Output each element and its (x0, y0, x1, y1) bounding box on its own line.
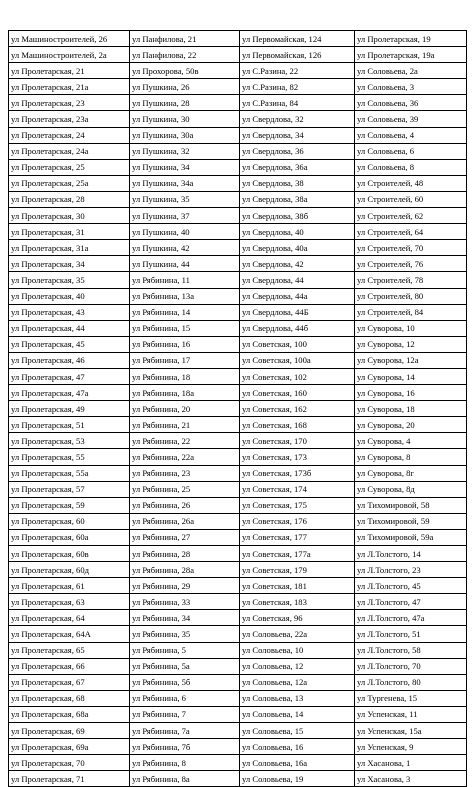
address-cell: ул Советская, 100а (240, 352, 355, 368)
address-cell: ул Л.Толстого, 80 (355, 674, 467, 690)
table-row (9, 159, 467, 175)
address-cell: ул Свердлова, 34 (240, 127, 355, 143)
table-row (9, 224, 467, 240)
address-cell: ул Строителей, 84 (355, 304, 467, 320)
address-cell: ул Советская, 160 (240, 385, 355, 401)
address-cell: ул Пролетарская, 34 (9, 256, 130, 272)
address-cell: ул Рябинина, 17 (130, 352, 240, 368)
table-row (9, 304, 467, 320)
address-cell: ул Советская, 176 (240, 513, 355, 529)
address-table-body (9, 31, 467, 787)
address-cell: ул Пролетарская, 28 (9, 191, 130, 207)
address-cell: ул Пушкина, 26 (130, 79, 240, 95)
table-row (9, 79, 467, 95)
address-cell: ул Рябинина, 15 (130, 320, 240, 336)
address-cell: ул Строителей, 62 (355, 208, 467, 224)
table-row (9, 31, 467, 47)
address-cell: ул Советская, 162 (240, 401, 355, 417)
address-cell: ул Тихомировой, 59а (355, 529, 467, 545)
table-row (9, 240, 467, 256)
address-cell: ул Советская, 177 (240, 529, 355, 545)
address-cell: ул Рябинина, 5б (130, 674, 240, 690)
table-row (9, 208, 467, 224)
address-cell: ул Советская, 179 (240, 562, 355, 578)
table-row (9, 191, 467, 207)
address-cell: ул Пролетарская, 68а (9, 706, 130, 722)
table-row (9, 529, 467, 545)
address-cell: ул Пролетарская, 44 (9, 320, 130, 336)
address-cell: ул Пролетарская, 55а (9, 465, 130, 481)
address-cell: ул Пролетарская, 21 (9, 63, 130, 79)
address-cell: ул Соловьева, 14 (240, 706, 355, 722)
address-cell: ул Свердлова, 36 (240, 143, 355, 159)
address-cell: ул Успенская, 9 (355, 739, 467, 755)
address-cell: ул Рябинина, 22 (130, 433, 240, 449)
address-cell: ул Пролетарская, 60а (9, 529, 130, 545)
address-cell: ул Свердлова, 38б (240, 208, 355, 224)
address-cell: ул Рябинина, 25 (130, 481, 240, 497)
address-cell: ул Соловьева, 12 (240, 658, 355, 674)
address-cell: ул Советская, 174 (240, 481, 355, 497)
address-cell: ул Пролетарская, 19а (355, 47, 467, 63)
table-row (9, 658, 467, 674)
address-cell: ул Пролетарская, 23 (9, 95, 130, 111)
address-cell: ул Соловьева, 22а (240, 626, 355, 642)
address-cell: ул Пушкина, 35 (130, 191, 240, 207)
address-cell: ул Рябинина, 27 (130, 529, 240, 545)
address-cell: ул Советская, 102 (240, 368, 355, 384)
address-cell: ул Панфилова, 22 (130, 47, 240, 63)
table-row (9, 674, 467, 690)
address-cell: ул Соловьева, 10 (240, 642, 355, 658)
table-row (9, 610, 467, 626)
address-cell: ул Машиностроителей, 26 (9, 31, 130, 47)
address-cell: ул Пролетарская, 53 (9, 433, 130, 449)
address-cell: ул Рябинина, 16 (130, 336, 240, 352)
table-row (9, 562, 467, 578)
address-cell: ул Рябинина, 23 (130, 465, 240, 481)
address-cell: ул Пролетарская, 30 (9, 208, 130, 224)
address-cell: ул Свердлова, 38а (240, 191, 355, 207)
address-cell: ул Успенская, 15а (355, 723, 467, 739)
address-cell: ул Строителей, 48 (355, 175, 467, 191)
address-cell: ул Рябинина, 13а (130, 288, 240, 304)
address-cell: ул Пушкина, 34 (130, 159, 240, 175)
address-cell: ул Л.Толстого, 14 (355, 546, 467, 562)
address-cell: ул Рябинина, 11 (130, 272, 240, 288)
address-cell: ул Пролетарская, 24 (9, 127, 130, 143)
table-row (9, 336, 467, 352)
address-cell: ул Соловьева, 16 (240, 739, 355, 755)
address-cell: ул Л.Толстого, 45 (355, 578, 467, 594)
address-cell: ул Пролетарская, 60д (9, 562, 130, 578)
address-sheet (8, 30, 467, 787)
address-cell: ул Рябинина, 18 (130, 368, 240, 384)
table-row (9, 401, 467, 417)
address-cell: ул Свердлова, 36а (240, 159, 355, 175)
address-cell: ул Суворова, 10 (355, 320, 467, 336)
address-cell: ул Рябинина, 5 (130, 642, 240, 658)
address-cell: ул Пролетарская, 59 (9, 497, 130, 513)
address-cell: ул Советская, 168 (240, 417, 355, 433)
address-cell: ул Пролетарская, 19 (355, 31, 467, 47)
address-cell: ул Соловьева, 6 (355, 143, 467, 159)
address-cell: ул С.Разина, 84 (240, 95, 355, 111)
address-cell: ул Соловьева, 15 (240, 723, 355, 739)
address-cell: ул Советская, 170 (240, 433, 355, 449)
address-cell: ул Советская, 181 (240, 578, 355, 594)
address-cell: ул Пролетарская, 47а (9, 385, 130, 401)
address-cell: ул Л.Толстого, 47а (355, 610, 467, 626)
address-cell: ул Соловьева, 36 (355, 95, 467, 111)
table-row (9, 449, 467, 465)
address-table (8, 30, 467, 787)
address-cell: ул Пролетарская, 45 (9, 336, 130, 352)
address-cell: ул Строителей, 60 (355, 191, 467, 207)
address-cell: ул Пролетарская, 31 (9, 224, 130, 240)
address-cell: ул Пролетарская, 63 (9, 594, 130, 610)
address-cell: ул Свердлова, 44Б (240, 304, 355, 320)
address-cell: ул Соловьева, 8 (355, 159, 467, 175)
address-cell: ул Машиностроителей, 2а (9, 47, 130, 63)
address-cell: ул Пролетарская, 31а (9, 240, 130, 256)
address-cell: ул Рябинина, 6 (130, 690, 240, 706)
address-cell: ул Рябинина, 21 (130, 417, 240, 433)
table-row (9, 723, 467, 739)
address-cell: ул Суворова, 8г (355, 465, 467, 481)
address-cell: ул Суворова, 20 (355, 417, 467, 433)
address-cell: ул Пролетарская, 60 (9, 513, 130, 529)
address-cell: ул Пролетарская, 64А (9, 626, 130, 642)
address-cell: ул Строителей, 64 (355, 224, 467, 240)
address-cell: ул Пролетарская, 25а (9, 175, 130, 191)
address-cell: ул Пролетарская, 69а (9, 739, 130, 755)
address-cell: ул Рябинина, 28а (130, 562, 240, 578)
table-row (9, 497, 467, 513)
address-cell: ул Пролетарская, 43 (9, 304, 130, 320)
address-cell: ул Свердлова, 44б (240, 320, 355, 336)
address-cell: ул Пролетарская, 67 (9, 674, 130, 690)
address-cell: ул Рябинина, 5а (130, 658, 240, 674)
address-cell: ул Свердлова, 40 (240, 224, 355, 240)
address-cell: ул Соловьева, 3 (355, 79, 467, 95)
address-cell: ул Хасанова, 1 (355, 755, 467, 771)
table-row (9, 546, 467, 562)
address-cell: ул Пролетарская, 35 (9, 272, 130, 288)
address-cell: ул Пролетарская, 51 (9, 417, 130, 433)
address-cell: ул Пролетарская, 55 (9, 449, 130, 465)
table-row (9, 417, 467, 433)
address-cell: ул Рябинина, 22а (130, 449, 240, 465)
address-cell: ул Суворова, 14 (355, 368, 467, 384)
address-cell: ул Советская, 183 (240, 594, 355, 610)
table-row (9, 690, 467, 706)
table-row (9, 481, 467, 497)
address-cell: ул Панфилова, 21 (130, 31, 240, 47)
table-row (9, 385, 467, 401)
address-cell: ул Свердлова, 44а (240, 288, 355, 304)
address-cell: ул Свердлова, 44 (240, 272, 355, 288)
address-cell: ул Суворова, 18 (355, 401, 467, 417)
address-cell: ул Рябинина, 33 (130, 594, 240, 610)
address-cell: ул Рябинина, 26а (130, 513, 240, 529)
address-cell: ул Пушкина, 40 (130, 224, 240, 240)
address-cell: ул Советская, 173б (240, 465, 355, 481)
address-cell: ул Пролетарская, 60в (9, 546, 130, 562)
address-cell: ул Первомайская, 126 (240, 47, 355, 63)
address-cell: ул Пролетарская, 66 (9, 658, 130, 674)
address-cell: ул Пушкина, 34а (130, 175, 240, 191)
table-row (9, 47, 467, 63)
address-cell: ул Суворова, 8д (355, 481, 467, 497)
table-row (9, 594, 467, 610)
address-cell: ул Свердлова, 42 (240, 256, 355, 272)
address-cell: ул Пролетарская, 24а (9, 143, 130, 159)
table-row (9, 256, 467, 272)
address-cell: ул Хасанова, 3 (355, 771, 467, 787)
address-cell: ул Строителей, 70 (355, 240, 467, 256)
table-row (9, 513, 467, 529)
address-cell: ул Пролетарская, 49 (9, 401, 130, 417)
address-cell: ул Л.Толстого, 70 (355, 658, 467, 674)
table-row (9, 465, 467, 481)
table-row (9, 143, 467, 159)
address-cell: ул Суворова, 12а (355, 352, 467, 368)
address-cell: ул Л.Толстого, 51 (355, 626, 467, 642)
address-cell: ул Пролетарская, 71 (9, 771, 130, 787)
address-cell: ул Тихомировой, 58 (355, 497, 467, 513)
table-row (9, 63, 467, 79)
address-cell: ул Суворова, 8 (355, 449, 467, 465)
address-cell: ул Соловьева, 12а (240, 674, 355, 690)
address-cell: ул Советская, 100 (240, 336, 355, 352)
address-cell: ул Рябинина, 28 (130, 546, 240, 562)
address-cell: ул Пролетарская, 69 (9, 723, 130, 739)
address-cell: ул Пролетарская, 40 (9, 288, 130, 304)
address-cell: ул Пролетарская, 47 (9, 368, 130, 384)
table-row (9, 706, 467, 722)
address-cell: ул Пушкина, 28 (130, 95, 240, 111)
table-row (9, 368, 467, 384)
address-cell: ул Пролетарская, 46 (9, 352, 130, 368)
table-row (9, 642, 467, 658)
address-cell: ул Тургенева, 15 (355, 690, 467, 706)
address-cell: ул Рябинина, 18а (130, 385, 240, 401)
address-cell: ул Пролетарская, 68 (9, 690, 130, 706)
address-cell: ул С.Разина, 22 (240, 63, 355, 79)
address-cell: ул Первомайская, 124 (240, 31, 355, 47)
address-cell: ул Рябинина, 8а (130, 771, 240, 787)
address-cell: ул Свердлова, 32 (240, 111, 355, 127)
address-cell: ул Пролетарская, 23а (9, 111, 130, 127)
address-cell: ул Пролетарская, 21а (9, 79, 130, 95)
address-cell: ул Суворова, 12 (355, 336, 467, 352)
table-row (9, 288, 467, 304)
table-row (9, 739, 467, 755)
address-cell: ул Пушкина, 37 (130, 208, 240, 224)
address-cell: ул Пушкина, 42 (130, 240, 240, 256)
address-cell: ул Соловьева, 19 (240, 771, 355, 787)
table-row (9, 578, 467, 594)
address-cell: ул Строителей, 78 (355, 272, 467, 288)
address-cell: ул Рябинина, 26 (130, 497, 240, 513)
address-cell: ул Соловьева, 4 (355, 127, 467, 143)
table-row (9, 433, 467, 449)
table-row (9, 320, 467, 336)
table-row (9, 272, 467, 288)
address-cell: ул Строителей, 76 (355, 256, 467, 272)
address-cell: ул Успенская, 11 (355, 706, 467, 722)
address-cell: ул Рябинина, 7 (130, 706, 240, 722)
address-cell: ул Суворова, 16 (355, 385, 467, 401)
address-cell: ул Пролетарская, 25 (9, 159, 130, 175)
address-cell: ул Строителей, 80 (355, 288, 467, 304)
address-cell: ул Пролетарская, 61 (9, 578, 130, 594)
address-cell: ул Пушкина, 44 (130, 256, 240, 272)
address-cell: ул Рябинина, 8 (130, 755, 240, 771)
address-cell: ул С.Разина, 82 (240, 79, 355, 95)
address-cell: ул Суворова, 4 (355, 433, 467, 449)
table-row (9, 352, 467, 368)
address-cell: ул Рябинина, 20 (130, 401, 240, 417)
address-cell: ул Рябинина, 29 (130, 578, 240, 594)
address-cell: ул Рябинина, 7а (130, 723, 240, 739)
address-cell: ул Пролетарская, 64 (9, 610, 130, 626)
address-cell: ул Пушкина, 32 (130, 143, 240, 159)
table-row (9, 95, 467, 111)
address-cell: ул Рябинина, 14 (130, 304, 240, 320)
address-cell: ул Пролетарская, 70 (9, 755, 130, 771)
address-cell: ул Советская, 96 (240, 610, 355, 626)
table-row (9, 175, 467, 191)
table-row (9, 111, 467, 127)
address-cell: ул Прохорова, 50в (130, 63, 240, 79)
address-cell: ул Соловьева, 2а (355, 63, 467, 79)
address-cell: ул Рябинина, 35 (130, 626, 240, 642)
address-cell: ул Тихомировой, 59 (355, 513, 467, 529)
table-row (9, 626, 467, 642)
address-cell: ул Советская, 175 (240, 497, 355, 513)
address-cell: ул Соловьева, 13 (240, 690, 355, 706)
address-cell: ул Пролетарская, 57 (9, 481, 130, 497)
address-cell: ул Л.Толстого, 58 (355, 642, 467, 658)
address-cell: ул Пушкина, 30а (130, 127, 240, 143)
address-cell: ул Рябинина, 34 (130, 610, 240, 626)
table-row (9, 771, 467, 787)
address-cell: ул Советская, 177а (240, 546, 355, 562)
address-cell: ул Свердлова, 38 (240, 175, 355, 191)
address-cell: ул Соловьева, 39 (355, 111, 467, 127)
table-row (9, 127, 467, 143)
address-cell: ул Л.Толстого, 23 (355, 562, 467, 578)
address-cell: ул Соловьева, 16а (240, 755, 355, 771)
address-cell: ул Советская, 173 (240, 449, 355, 465)
table-row (9, 755, 467, 771)
address-cell: ул Пролетарская, 65 (9, 642, 130, 658)
address-cell: ул Свердлова, 40а (240, 240, 355, 256)
address-cell: ул Пушкина, 30 (130, 111, 240, 127)
address-cell: ул Л.Толстого, 47 (355, 594, 467, 610)
address-cell: ул Рябинина, 7б (130, 739, 240, 755)
